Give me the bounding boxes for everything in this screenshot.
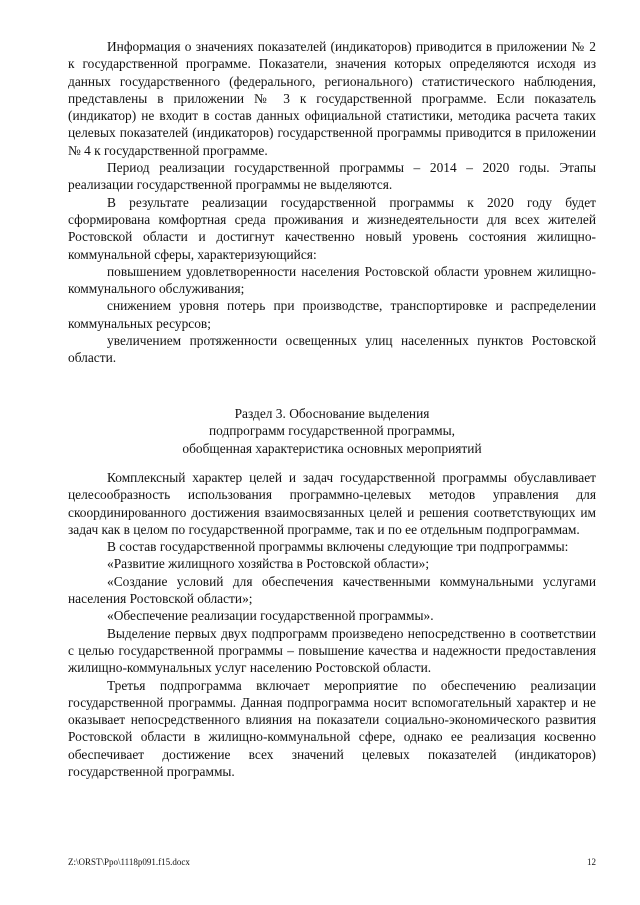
page-number: 12: [587, 857, 596, 867]
list-item-satisfaction: повышением удовлетворенности населения Ростовской области уровнем жилищно-коммунального обслуживания;: [68, 263, 596, 297]
list-item-street-lighting: увеличением протяженности освещенных улиц населенных пунктов Ростовской области.: [68, 333, 596, 366]
subprogram-utilities: «Создание условий для обеспечения качественными коммунальными услугами населения Ростовской области»;: [68, 573, 596, 607]
heading-line-3: обобщенная характеристика основных мероприятий: [182, 440, 482, 456]
section-2-body: [68, 38, 596, 367]
section-3-body: [68, 469, 596, 780]
list-item-losses: снижением уровня потерь при производстве, транспортировке и распределении коммунальных ресурсов;: [68, 298, 596, 331]
section-3-heading: [68, 405, 596, 457]
paragraph-complex-nature: Комплексный характер целей и задач государственной программы обуславливает целесообразность использования программно-целевых методов управления для скоординированного достижения взаимосвязанных целей и решения соответствующих им задач как в целом по государственной программе, так и по ее отдельным подпрограммам.: [68, 470, 596, 537]
heading-line-1: Раздел 3. Обоснование выделения: [234, 406, 430, 421]
paragraph-first-two-subprograms: Выделение первых двух подпрограмм произведено непосредственно в соответствии с целью государственной программы – повышение качества и надежности предоставления жилищно-коммунальных услуг населению Ростовской области.: [68, 625, 596, 676]
paragraph-indicators-info: Информация о значениях показателей (индикаторов) приводится в приложении № 2 к государственной программе. Показатели, значения которых определяются исходя из данных государственного (федерального, регионального) статистического наблюдения, представлены в приложении № 3 к государственной программе. Если показатель (индикатор) не входит в состав данных официальной статистики, методика расчета таких целевых показателей (индикаторов) государственной программы приводится в приложении № 4 к государственной программе.: [68, 39, 596, 158]
paragraph-expected-results: В результате реализации государственной программы к 2020 году будет сформирована комфортная среда проживания и жизнедеятельности для всех жителей Ростовской области и достигнут качественно новый уровень состояния жилищно-коммунальной сферы, характеризующийся:: [68, 194, 596, 262]
file-path: Z:\ORST\Ppo\1118p091.f15.docx: [68, 857, 190, 867]
subprogram-support: «Обеспечение реализации государственной программы».: [107, 608, 434, 624]
heading-line-2: подпрограмм государственной программы,: [208, 423, 456, 439]
paragraph-third-subprogram: Третья подпрограмма включает мероприятие по обеспечению реализации государственной программы. Данная подпрограмма носит вспомогательный характер и не оказывает непосредственного влияния на показатели социально-экономического развития Ростовской области в жилищно-коммунальной сфере, однако ее реализация косвенно обеспечивает достижение всех значений целевых показателей (индикаторов) государственной программы.: [68, 677, 596, 780]
paragraph-subprograms-intro: В состав государственной программы включены следующие три подпрограммы:: [107, 539, 569, 555]
subprogram-housing: «Развитие жилищного хозяйства в Ростовской области»;: [107, 556, 430, 572]
paragraph-implementation-period: Период реализации государственной программы – 2014 – 2020 годы. Этапы реализации государственной программы не выделяются.: [68, 160, 596, 193]
